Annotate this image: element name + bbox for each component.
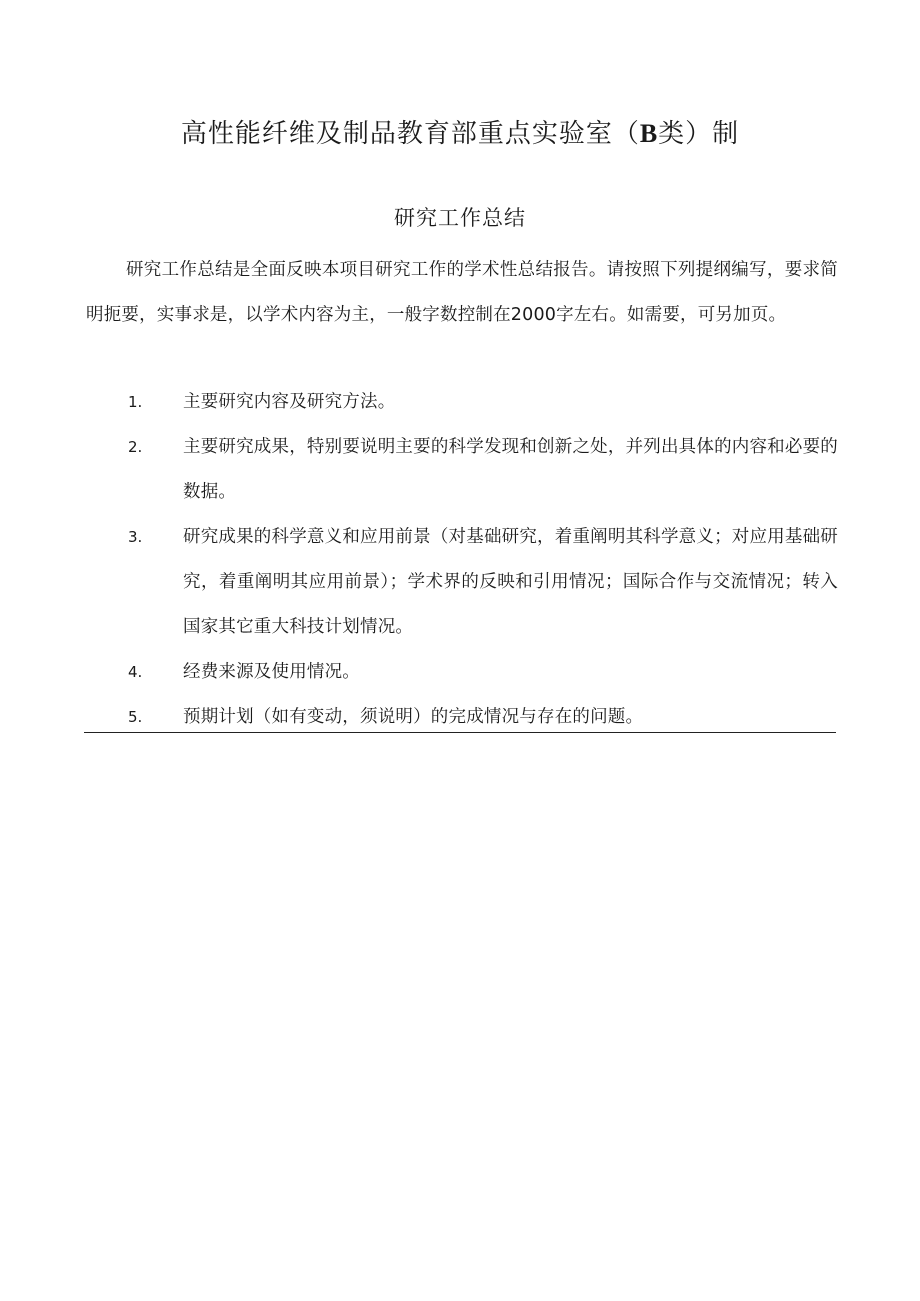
list-item-number: 5. — [128, 708, 143, 726]
list-item — [86, 425, 838, 515]
list-item-number: 1. — [128, 393, 143, 411]
list-item-text: 经费来源及使用情况。 — [183, 662, 360, 682]
organization-title — [0, 112, 920, 156]
outline-list — [86, 380, 838, 740]
list-item-number: 2. — [128, 438, 143, 456]
list-item — [86, 695, 838, 740]
organization-title-part2: 类）制 — [658, 119, 740, 149]
list-item-text: 主要研究内容及研究方法。 — [183, 392, 396, 412]
list-item — [86, 650, 838, 695]
list-item — [86, 515, 838, 650]
list-item-number: 3. — [128, 528, 143, 546]
list-item-text: 主要研究成果，特别要说明主要的科学发现和创新之处，并列出具体的内容和必要的数据。 — [183, 437, 838, 502]
organization-title-category: B — [639, 119, 659, 148]
list-item-number: 4. — [128, 663, 143, 681]
intro-paragraph: 研究工作总结是全面反映本项目研究工作的学术性总结报告。请按照下列提纲编写，要求简明扼要，实事求是，以学术内容为主，一般字数控制在2000字左右。如需要，可另加页。 — [86, 260, 838, 325]
horizontal-divider — [84, 732, 836, 733]
list-item — [86, 380, 838, 425]
list-item-text: 研究成果的科学意义和应用前景（对基础研究，着重阐明其科学意义；对应用基础研究，着重阐明其应用前景）；学术界的反映和引用情况；国际合作与交流情况；转入国家其它重大科技计划情况。 — [183, 527, 838, 637]
organization-title-part1: 高性能纤维及制品教育部重点实验室（ — [180, 119, 640, 149]
list-item-text: 预期计划（如有变动，须说明）的完成情况与存在的问题。 — [183, 707, 644, 727]
section-title: 研究工作总结 — [394, 206, 526, 230]
